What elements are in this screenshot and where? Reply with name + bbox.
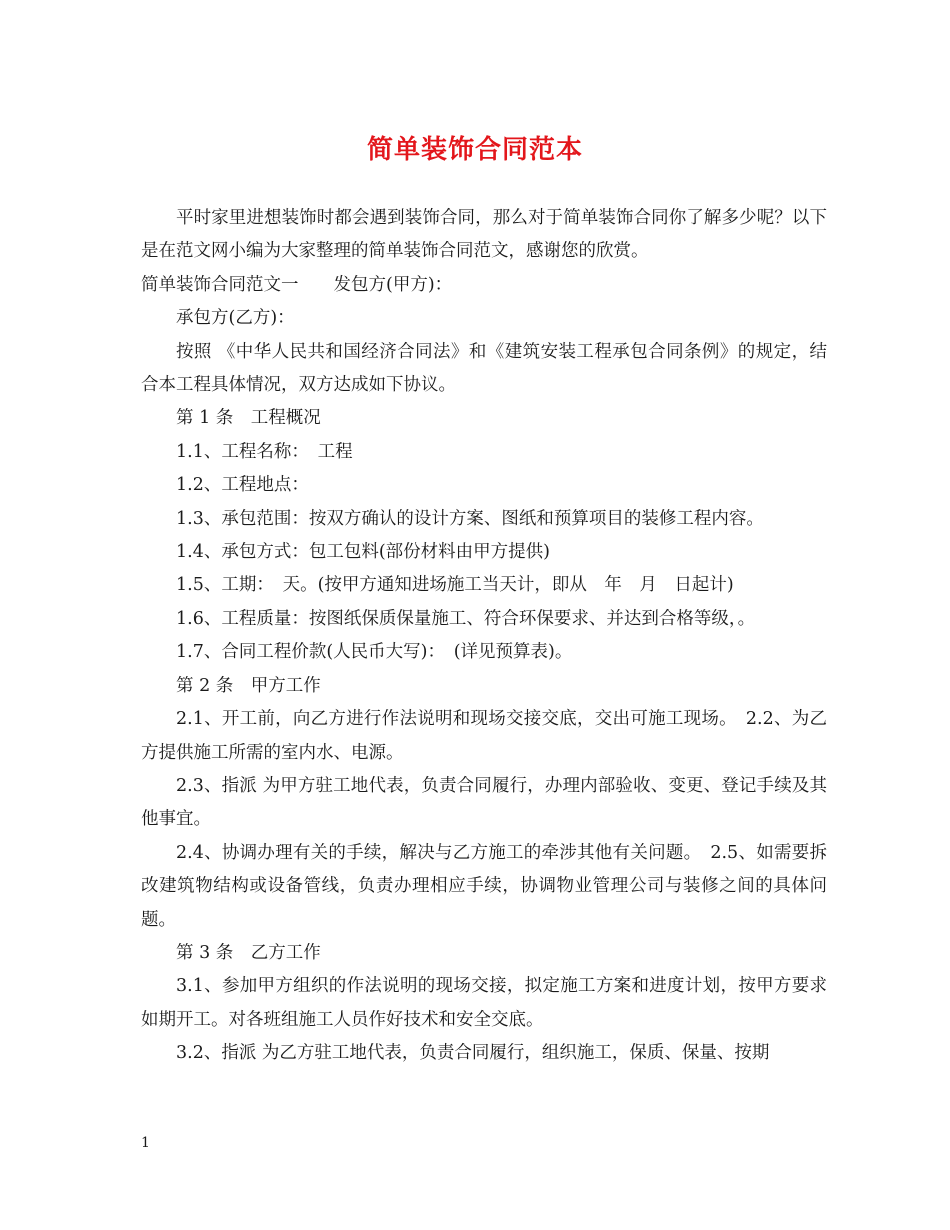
paragraph: 2.3、指派 为甲方驻工地代表，负责合同履行，办理内部验收、变更、登记手续及其他事宜。 — [141, 775, 827, 830]
document-body — [141, 202, 827, 1071]
section-heading: 第 1 条 工程概况 — [176, 408, 321, 429]
paragraph: 1.4、承包方式：包工包料(部份材料由甲方提供) — [176, 542, 550, 563]
page-number: 1 — [141, 1135, 150, 1151]
section-heading: 第 3 条 乙方工作 — [176, 942, 321, 963]
paragraph: 平时家里进想装饰时都会遇到装饰合同，那么对于简单装饰合同你了解多少呢？以下是在范文网小编为大家整理的简单装饰合同范文，感谢您的欣赏。 — [141, 208, 827, 262]
paragraph: 简单装饰合同范文一 发包方(甲方)： — [141, 274, 453, 295]
paragraph: 按照 《中华人民共和国经济合同法》和《建筑安装工程承包合同条例》的规定，结合本工程具体情况，双方达成如下协议。 — [141, 341, 827, 396]
paragraph: 1.1、工程名称： 工程 — [176, 441, 353, 462]
paragraph: 1.2、工程地点： — [176, 475, 309, 496]
document-title: 简单装饰合同范本 — [366, 135, 583, 165]
paragraph: 3.2、指派 为乙方驻工地代表，负责合同履行，组织施工，保质、保量、按期 — [176, 1043, 770, 1064]
section-heading: 第 2 条 甲方工作 — [176, 675, 321, 696]
paragraph: 2.4、协调办理有关的手续，解决与乙方施工的牵涉其他有关问题。 2.5、如需要拆改建筑物结构或设备管线，负责办理相应手续，协调物业管理公司与装修之间的具体问题。 — [141, 842, 827, 930]
paragraph: 1.3、承包范围：按双方确认的设计方案、图纸和预算项目的装修工程内容。 — [176, 508, 764, 529]
paragraph: 1.5、工期： 天。(按甲方通知进场施工当天计，即从 年 月 日起计) — [176, 575, 734, 596]
paragraph: 2.1、开工前，向乙方进行作法说明和现场交接交底，交出可施工现场。 2.2、为乙方提供施工所需的室内水、电源。 — [141, 709, 827, 763]
paragraph: 承包方(乙方)： — [176, 308, 295, 329]
paragraph: 3.1、参加甲方组织的作法说明的现场交接，拟定施工方案和进度计划，按甲方要求如期开工。对各班组施工人员作好技术和安全交底。 — [141, 976, 827, 1030]
paragraph: 1.7、合同工程价款(人民币大写)： (详见预算表)。 — [176, 642, 573, 663]
paragraph: 1.6、工程质量：按图纸保质保量施工、符合环保要求、并达到合格等级，。 — [176, 608, 756, 629]
